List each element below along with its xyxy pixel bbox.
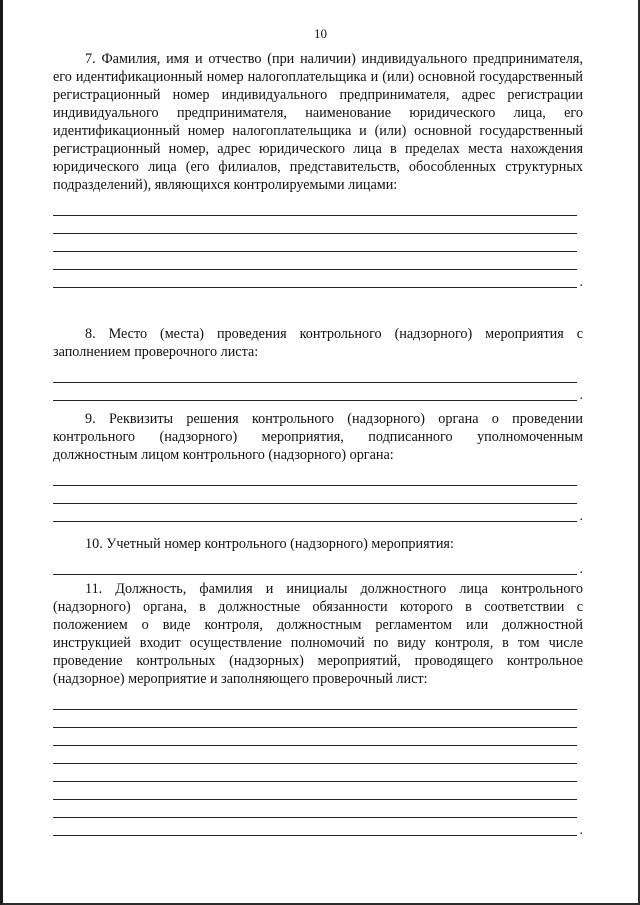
- fill-line[interactable]: [53, 468, 577, 486]
- section-9-text: 9. Реквизиты решения контрольного (надзорного) органа о проведении контрольного (надзорного) мероприятия, подписанного уполномоченным должностным лицом контрольного (надзорного) органа:: [53, 411, 583, 463]
- section-11: [53, 580, 583, 836]
- page-number: 10: [314, 26, 327, 41]
- fill-line[interactable]: [53, 270, 577, 288]
- fill-line[interactable]: [53, 486, 577, 504]
- section-9: [53, 410, 583, 522]
- fill-line[interactable]: [53, 710, 577, 728]
- fill-line[interactable]: [53, 216, 577, 234]
- section-11-text: 11. Должность, фамилия и инициалы должностного лица контрольного (надзорного) органа, в должностные обязанности которого в соответствии с положением о виде контроля, должностным регламентом или должностной инструкцией входит осуществление полномочий по виду контроля, в том числе проведение контрольных (надзорных) мероприятий, проводящего контрольное (надзорное) мероприятие и заполняющего проверочный лист:: [53, 581, 583, 687]
- section-8: [53, 325, 583, 401]
- fill-line[interactable]: [53, 504, 577, 522]
- section-8-text: 8. Место (места) проведения контрольного (надзорного) мероприятия с заполнением проверочного листа:: [53, 326, 583, 360]
- section-10: [53, 535, 583, 575]
- section-9-fill-lines: [53, 468, 583, 522]
- fill-line[interactable]: [53, 365, 577, 383]
- section-7: [53, 50, 583, 288]
- fill-line[interactable]: [53, 764, 577, 782]
- section-7-text: 7. Фамилия, имя и отчество (при наличии) индивидуального предпринимателя, его идентификационный номер налогоплательщика и (или) основной государственный регистрационный номер индивидуального предпринимателя, адрес регистрации индивидуального предпринимателя, наименование юридического лица, его идентификационный номер налогоплательщика и (или) основной государственный регистрационный номер, адрес юридического лица в пределах места нахождения юридического лица (его филиалов, представительств, обособленных структурных подразделений), являющихся контролируемыми лицами:: [53, 51, 583, 193]
- fill-line[interactable]: [53, 818, 577, 836]
- fill-line[interactable]: [53, 800, 577, 818]
- fill-line[interactable]: [53, 252, 577, 270]
- fill-line[interactable]: [53, 234, 577, 252]
- fill-line[interactable]: [53, 692, 577, 710]
- section-10-text: 10. Учетный номер контрольного (надзорного) мероприятия:: [85, 536, 454, 552]
- section-11-fill-lines: [53, 692, 583, 836]
- fill-line[interactable]: [53, 746, 577, 764]
- section-10-fill-lines: [53, 557, 583, 575]
- fill-line[interactable]: [53, 557, 577, 575]
- fill-line[interactable]: [53, 782, 577, 800]
- fill-line[interactable]: [53, 728, 577, 746]
- fill-line[interactable]: [53, 383, 577, 401]
- fill-line[interactable]: [53, 198, 577, 216]
- section-7-fill-lines: [53, 198, 583, 288]
- section-8-fill-lines: [53, 365, 583, 401]
